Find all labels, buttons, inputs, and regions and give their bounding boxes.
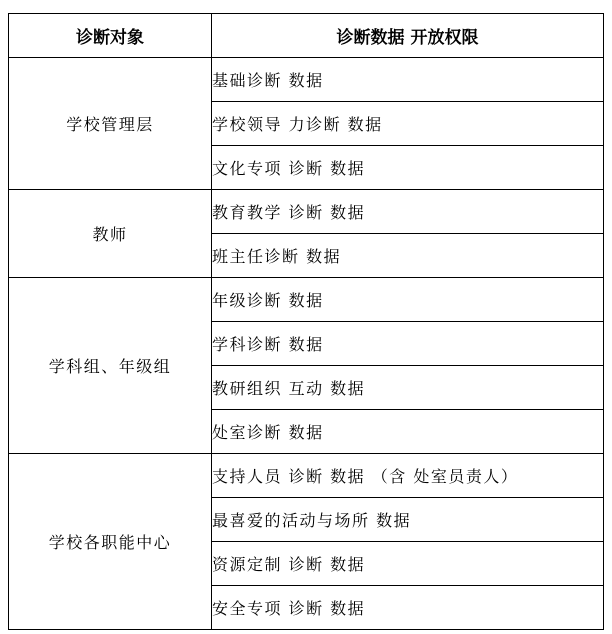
- target-cell-school-management: 学校管理层: [9, 58, 212, 190]
- header-row: [9, 14, 604, 58]
- header-diagnosis-target: 诊断对象: [9, 14, 212, 58]
- table-row: [9, 454, 604, 498]
- permission-cell: 教研组织 互动 数据: [212, 366, 604, 410]
- target-cell-functional-centers: 学校各职能中心: [9, 454, 212, 630]
- table-row: [9, 190, 604, 234]
- permission-cell: 年级诊断 数据: [212, 278, 604, 322]
- permission-cell: 学校领导 力诊断 数据: [212, 102, 604, 146]
- table-row: [9, 58, 604, 102]
- table-row: [9, 278, 604, 322]
- permission-cell: 资源定制 诊断 数据: [212, 542, 604, 586]
- target-cell-teachers: 教师: [9, 190, 212, 278]
- header-data-permissions: 诊断数据 开放权限: [212, 14, 604, 58]
- target-cell-subject-grade-groups: 学科组、年级组: [9, 278, 212, 454]
- permission-cell: 最喜爱的活动与场所 数据: [212, 498, 604, 542]
- permission-cell: 支持人员 诊断 数据 （含 处室员责人）: [212, 454, 604, 498]
- permissions-table: [8, 13, 604, 630]
- permission-cell: 文化专项 诊断 数据: [212, 146, 604, 190]
- permission-cell: 安全专项 诊断 数据: [212, 586, 604, 630]
- permission-cell: 基础诊断 数据: [212, 58, 604, 102]
- permission-cell: 学科诊断 数据: [212, 322, 604, 366]
- permission-cell: 处室诊断 数据: [212, 410, 604, 454]
- permission-cell: 教育教学 诊断 数据: [212, 190, 604, 234]
- permission-cell: 班主任诊断 数据: [212, 234, 604, 278]
